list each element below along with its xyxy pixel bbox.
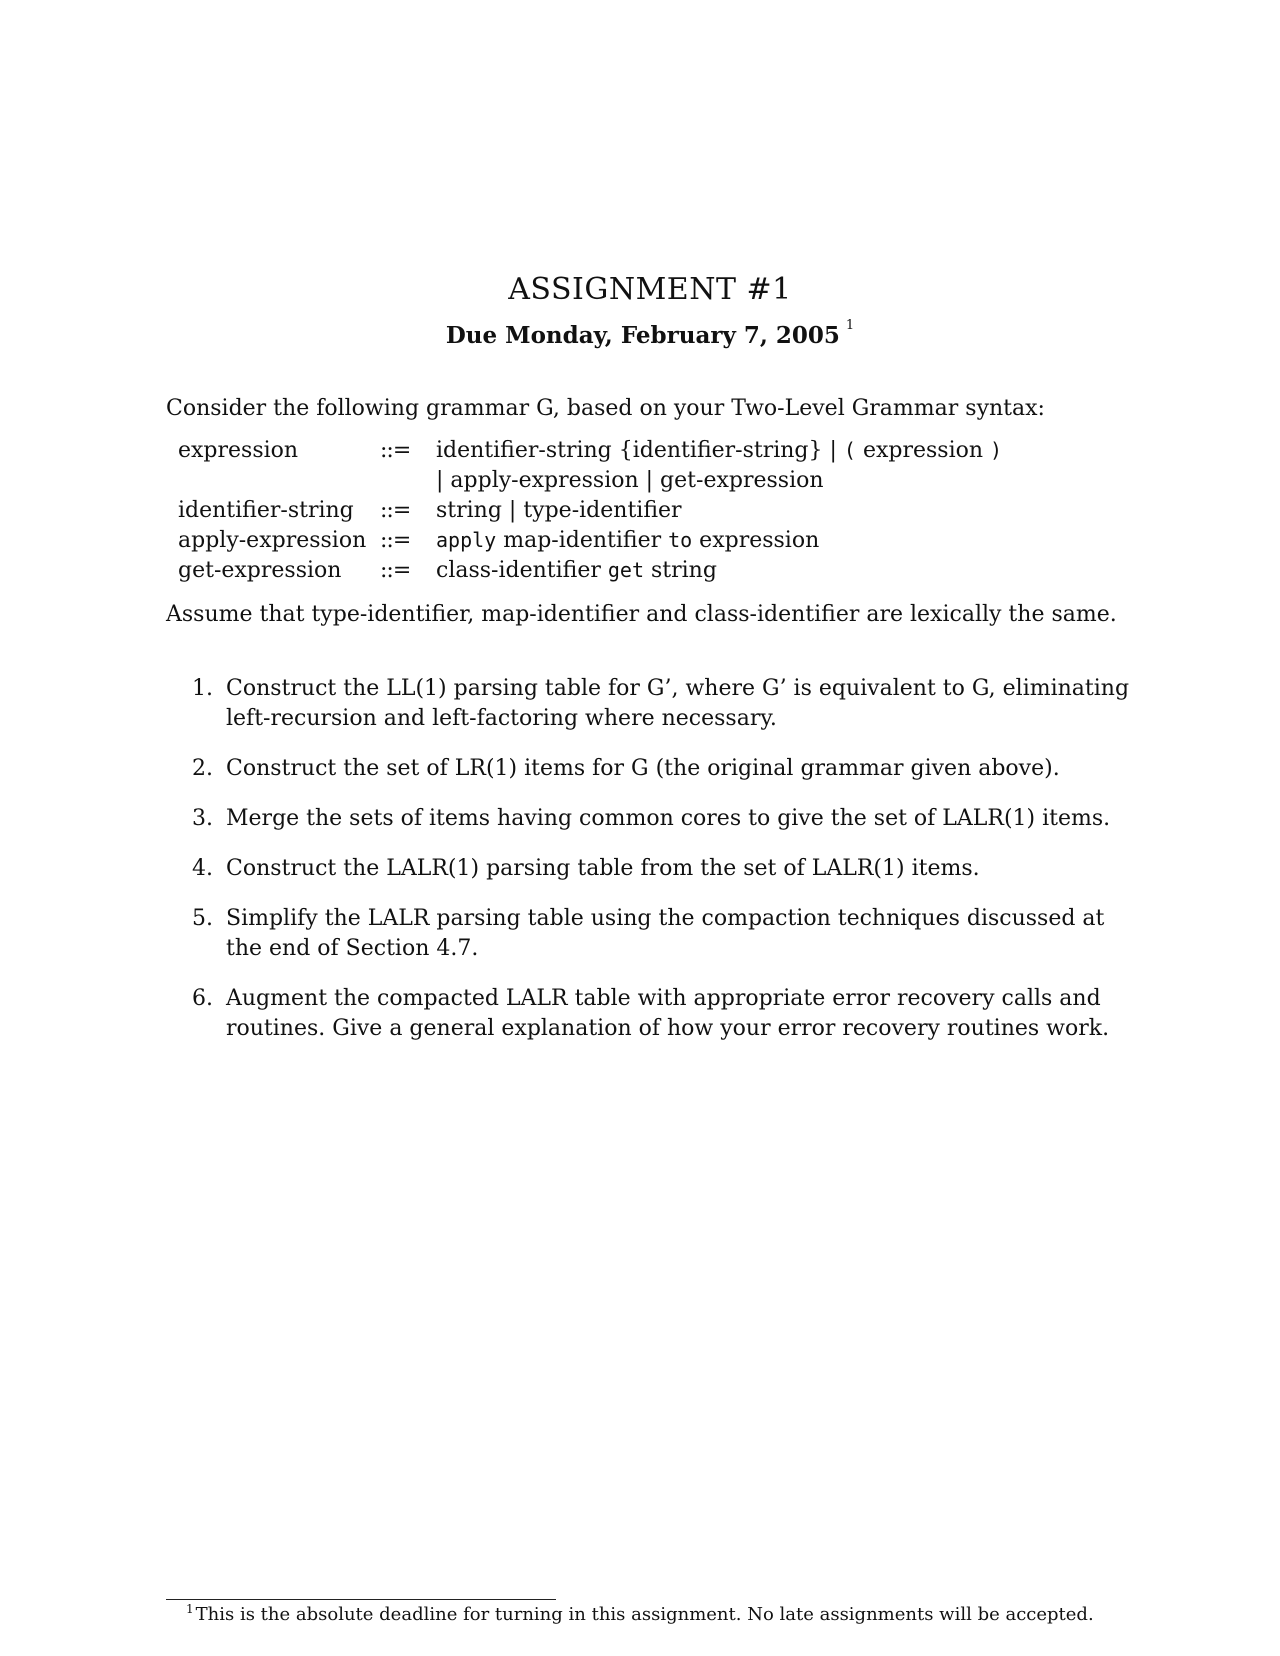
rhs-text: identifier-string {identifier-string} | (436, 438, 844, 463)
footnote-text: This is the absolute deadline for turning in this assignment. No late assignments will be accepted. (195, 1604, 1094, 1625)
item-text: Merge the sets of items having common cores to give the set of LALR(1) items. (226, 806, 1111, 831)
rule-lhs: get-expression (178, 558, 342, 583)
due-date (0, 318, 1280, 349)
rule-rhs (436, 528, 819, 553)
rule-lhs: expression (178, 438, 299, 463)
list-item (192, 904, 1142, 964)
page-title: ASSIGNMENT #1 (508, 272, 792, 307)
item-number: 6. (192, 986, 213, 1011)
item-text: Construct the LL(1) parsing table for G’, where G’ is equivalent to G, eliminating left-recursion and left-factoring where necessary. (226, 676, 1130, 731)
list-item (192, 754, 1142, 784)
item-text: Construct the set of LR(1) items for G (the original grammar given above). (226, 756, 1060, 781)
rule-rhs (436, 438, 1002, 463)
item-number: 2. (192, 756, 213, 781)
keyword-get: get (607, 558, 644, 582)
rhs-text: expression (855, 438, 991, 463)
item-text: Simplify the LALR parsing table using the compaction techniques discussed at the end of Section 4.7. (226, 906, 1105, 961)
list-item (192, 984, 1142, 1044)
rule-operator: ::= (380, 528, 411, 553)
keyword-apply: apply (436, 528, 497, 552)
rule-operator: ::= (380, 558, 411, 583)
item-text: Augment the compacted LALR table with appropriate error recovery calls and routines. Give a general explanation of how your error recovery routines work. (226, 986, 1110, 1041)
task-list (192, 674, 1142, 1064)
rhs-text: expression (692, 528, 820, 553)
keyword-to: to (668, 528, 693, 552)
rule-operator: ::= (380, 498, 411, 523)
rule-lhs: identifier-string (178, 498, 354, 523)
item-number: 1. (192, 676, 213, 701)
item-text: Construct the LALR(1) parsing table from the set of LALR(1) items. (226, 856, 980, 881)
rule-rhs: string | type-identifier (436, 498, 682, 523)
assumption-paragraph: Assume that type-identifier, map-identifier and class-identifier are lexically the same. (166, 602, 1117, 627)
intro-paragraph: Consider the following grammar G, based on your Two-Level Grammar syntax: (166, 396, 1045, 421)
rule-operator: ::= (380, 438, 411, 463)
rhs-text: map-identifier (496, 528, 669, 553)
rule-rhs: | apply-expression | get-expression (436, 468, 824, 493)
footnote-divider (166, 1599, 556, 1600)
rule-rhs (436, 558, 717, 583)
list-item (192, 854, 1142, 884)
rhs-text: string (644, 558, 717, 583)
footnote-marker: 1 (845, 318, 855, 333)
item-number: 3. (192, 806, 213, 831)
item-number: 5. (192, 906, 213, 931)
list-item (192, 804, 1142, 834)
paren-close: ) (990, 438, 1003, 462)
rhs-text: class-identifier (436, 558, 608, 583)
item-number: 4. (192, 856, 213, 881)
footnote (186, 1604, 1094, 1625)
list-item (192, 674, 1142, 734)
paren-open: ( (843, 438, 856, 462)
due-date-text: Due Monday, February 7, 2005 (445, 322, 840, 349)
footnote-mark: 1 (186, 1602, 194, 1616)
rule-lhs: apply-expression (178, 528, 367, 553)
